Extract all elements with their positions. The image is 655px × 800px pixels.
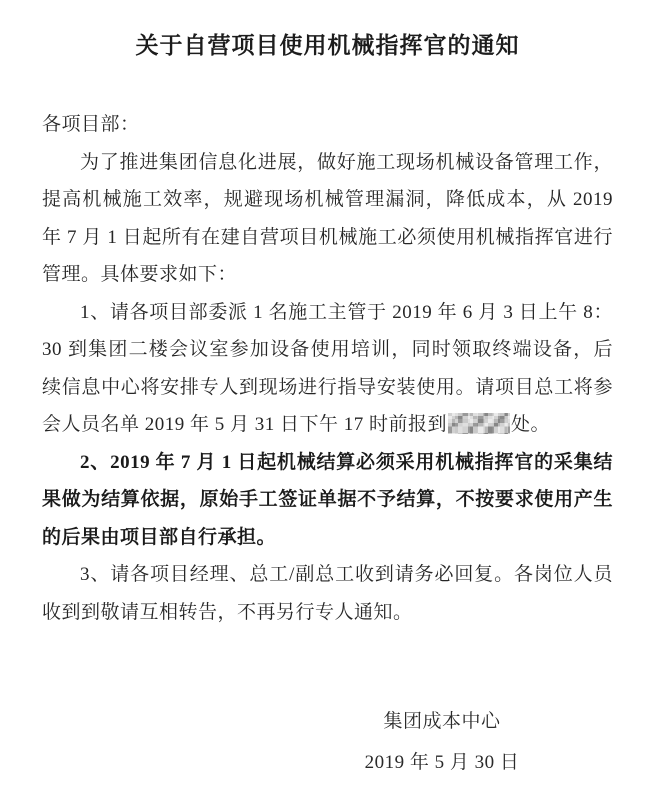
item-1-text-after: 处。: [511, 414, 551, 435]
salutation: 各项目部：: [42, 114, 140, 135]
paragraph-item-2: 2、2019 年 7 月 1 日起机械结算必须采用机械指挥官的采集结果做为结算依据，原始手工签证单据不予结算，不按要求使用产生的后果由项目部自行承担。: [42, 451, 613, 548]
signature-org: 集团成本中心: [383, 711, 501, 732]
paragraph-intro: 为了推进集团信息化进展，做好施工现场机械设备管理工作，提高机械施工效率，规避现场机械管理漏洞，降低成本，从 2019 年 7 月 1 日起所有在建自营项目机械施工必须使用机械指挥官进行管理。具体要求如下：: [42, 151, 613, 285]
paragraph-item-1: [42, 294, 613, 444]
signature-date: 2019 年 5 月 30 日: [364, 752, 520, 773]
redacted-name-block: [448, 413, 510, 434]
page-title: 关于自营项目使用机械指挥官的通知: [135, 32, 520, 58]
document-body: [42, 106, 613, 631]
item-1-text-before: 1、请各项目部委派 1 名施工主管于 2019 年 6 月 3 日上午 8：30 到集团二楼会议室参加设备使用培训，同时领取终端设备，后续信息中心将安排专人到现场进行指导安装使用。请项目总工将参会人员名单 2019 年 5 月 31 日下午 17 时前报到: [42, 301, 613, 435]
signature-block: [302, 701, 582, 783]
paragraph-item-3: 3、请各项目经理、总工/副总工收到请务必回复。各岗位人员收到到敬请互相转告，不再另行专人通知。: [42, 564, 613, 623]
